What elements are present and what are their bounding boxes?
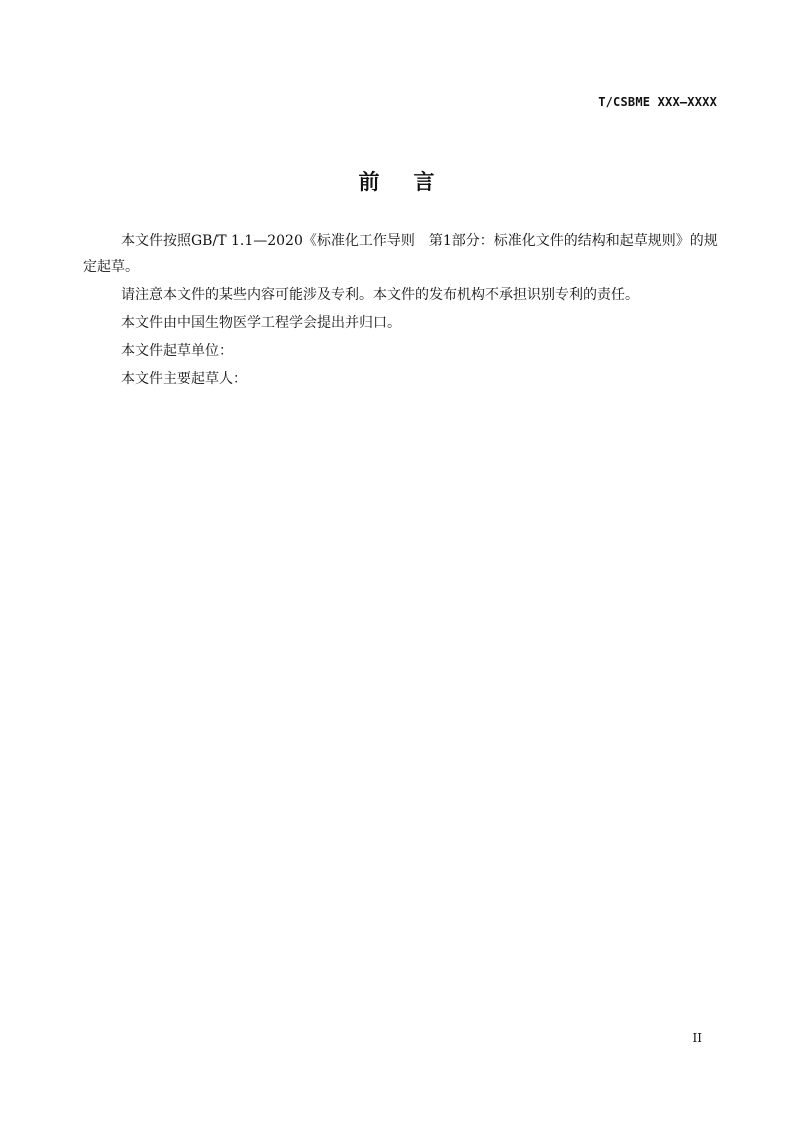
- paragraph-drafters: 本文件主要起草人：: [121, 371, 247, 387]
- page-title: 前言: [358, 170, 469, 194]
- paragraph-patent-notice: 请注意本文件的某些内容可能涉及专利。本文件的发布机构不承担识别专利的责任。: [121, 287, 639, 303]
- page-number: II: [692, 1031, 702, 1045]
- paragraph-proposer: 本文件由中国生物医学工程学会提出并归口。: [121, 315, 401, 331]
- paragraph-standard-basis: 本文件按照GB/T 1.1—2020《标准化工作导则 第1部分：标准化文件的结构和起草规则》的规定起草。: [83, 233, 718, 275]
- standard-code: T/CSBME XXX—XXXX: [598, 95, 717, 109]
- paragraph-drafting-units: 本文件起草单位：: [121, 343, 233, 359]
- document-body: [83, 228, 719, 394]
